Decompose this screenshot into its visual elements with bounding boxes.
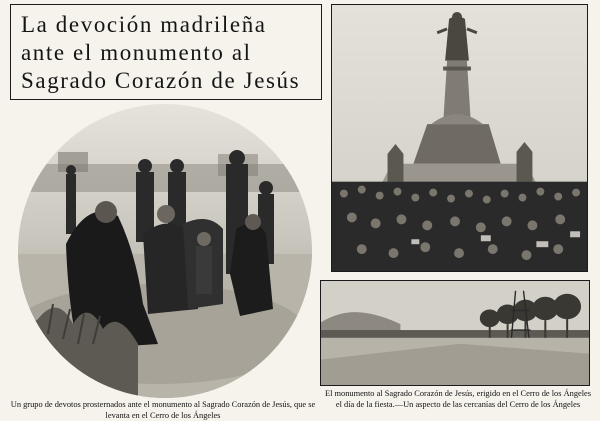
headline-line-1: La devoción madrileña	[21, 12, 267, 37]
photo-surroundings	[320, 280, 590, 386]
caption-devotees: Un grupo de devotos prosternados ante el monumento al Sagrado Corazón de Jesús, que se levanta en el Cerro de los Ángeles	[10, 400, 316, 420]
caption-monument: El monumento al Sagrado Corazón de Jesús, erigido en el Cerro de los Ángeles el día de la fiesta.—Un aspecto de las cercanías del Cerro de los Ángeles	[324, 389, 592, 409]
headline-line-2: ante el monumento al	[21, 40, 252, 65]
photo-devotees-kneeling	[18, 104, 312, 398]
headline-line-3: Sagrado Corazón de Jesús	[21, 68, 301, 93]
photo-monument	[331, 4, 588, 272]
headline-box	[10, 4, 322, 100]
